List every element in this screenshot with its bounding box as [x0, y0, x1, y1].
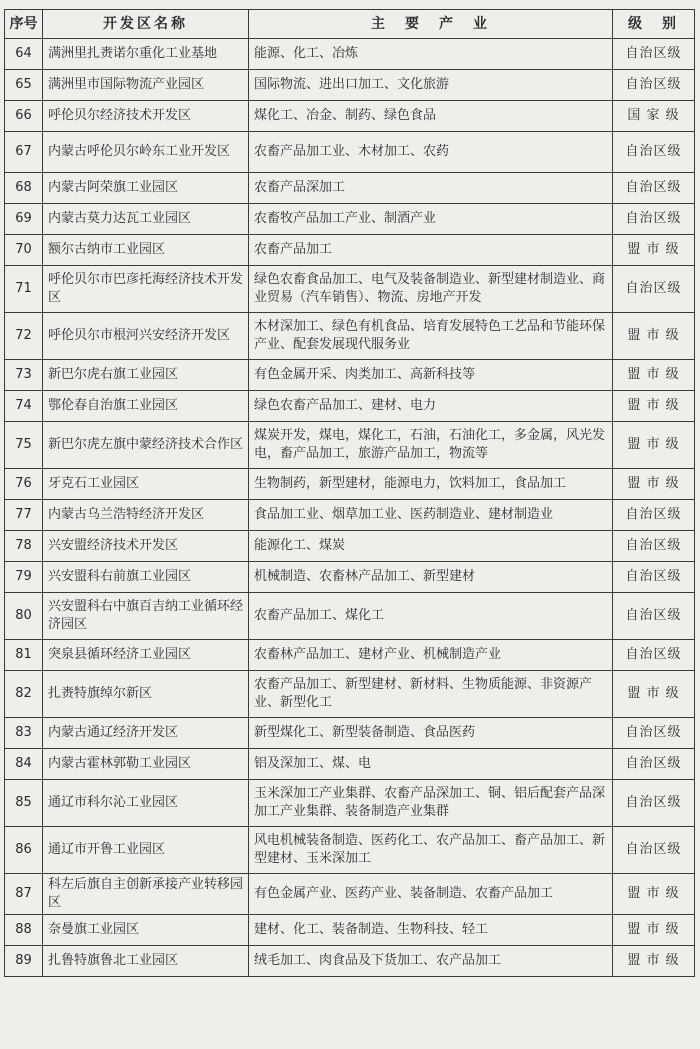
development-zone-table: [4, 9, 695, 977]
zone-level: 自治区级: [613, 531, 695, 562]
zone-level: 国 家 级: [613, 101, 695, 132]
zone-level: 盟 市 级: [613, 469, 695, 500]
table-row: [5, 718, 695, 749]
zone-level: 自治区级: [613, 640, 695, 671]
zone-level: 自治区级: [613, 204, 695, 235]
row-number: 85: [5, 780, 43, 827]
zone-name: 科左后旗自主创新承接产业转移园区: [43, 874, 249, 915]
zone-name: 兴安盟经济技术开发区: [43, 531, 249, 562]
row-number: 66: [5, 101, 43, 132]
row-number: 71: [5, 266, 43, 313]
table-row: [5, 391, 695, 422]
row-number: 67: [5, 132, 43, 173]
zone-name: 额尔古纳市工业园区: [43, 235, 249, 266]
zone-level: 盟 市 级: [613, 874, 695, 915]
zone-name: 牙克石工业园区: [43, 469, 249, 500]
row-number: 82: [5, 671, 43, 718]
table-row: [5, 132, 695, 173]
table-row: [5, 70, 695, 101]
zone-level: 盟 市 级: [613, 391, 695, 422]
zone-name: 内蒙古阿荣旗工业园区: [43, 173, 249, 204]
main-industry: 农畜林产品加工、建材产业、机械制造产业: [249, 640, 613, 671]
main-industry: 绿色农畜食品加工、电气及装备制造业、新型建材制造业、商业贸易（汽车销售）、物流、房地产开发: [249, 266, 613, 313]
table-row: [5, 946, 695, 977]
zone-level: 盟 市 级: [613, 235, 695, 266]
zone-name: 通辽市开鲁工业园区: [43, 827, 249, 874]
row-number: 81: [5, 640, 43, 671]
zone-name: 扎赉特旗绰尔新区: [43, 671, 249, 718]
main-industry: 绒毛加工、肉食品及下货加工、农产品加工: [249, 946, 613, 977]
main-industry: 农畜牧产品加工产业、制酒产业: [249, 204, 613, 235]
table-row: [5, 640, 695, 671]
row-number: 76: [5, 469, 43, 500]
zone-level: 自治区级: [613, 132, 695, 173]
table-row: [5, 360, 695, 391]
header-zone-name: 开发区名称: [43, 10, 249, 39]
table-row: [5, 422, 695, 469]
row-number: 72: [5, 313, 43, 360]
zone-level: 盟 市 级: [613, 946, 695, 977]
zone-name: 满洲里市国际物流产业园区: [43, 70, 249, 101]
zone-name: 兴安盟科右中旗百吉纳工业循环经济园区: [43, 593, 249, 640]
table-header-row: [5, 10, 695, 39]
zone-name: 奈曼旗工业园区: [43, 915, 249, 946]
table-row: [5, 101, 695, 132]
zone-level: 自治区级: [613, 500, 695, 531]
zone-name: 内蒙古呼伦贝尔岭东工业开发区: [43, 132, 249, 173]
zone-level: 自治区级: [613, 562, 695, 593]
zone-level: 自治区级: [613, 749, 695, 780]
zone-name: 扎鲁特旗鲁北工业园区: [43, 946, 249, 977]
zone-level: 盟 市 级: [613, 422, 695, 469]
main-industry: 铝及深加工、煤、电: [249, 749, 613, 780]
zone-name: 通辽市科尔沁工业园区: [43, 780, 249, 827]
row-number: 74: [5, 391, 43, 422]
table-row: [5, 235, 695, 266]
row-number: 64: [5, 39, 43, 70]
table-row: [5, 827, 695, 874]
zone-level: 自治区级: [613, 39, 695, 70]
zone-level: 盟 市 级: [613, 915, 695, 946]
main-industry: 有色金属产业、医药产业、装备制造、农畜产品加工: [249, 874, 613, 915]
main-industry: 机械制造、农畜林产品加工、新型建材: [249, 562, 613, 593]
main-industry: 农畜产品加工、新型建材、新材料、生物质能源、非资源产业、新型化工: [249, 671, 613, 718]
row-number: 73: [5, 360, 43, 391]
table-row: [5, 500, 695, 531]
zone-name: 鄂伦春自治旗工业园区: [43, 391, 249, 422]
main-industry: 国际物流、进出口加工、文化旅游: [249, 70, 613, 101]
table-row: [5, 915, 695, 946]
zone-level: 盟 市 级: [613, 360, 695, 391]
main-industry: 生物制药，新型建材，能源电力，饮料加工，食品加工: [249, 469, 613, 500]
table-row: [5, 39, 695, 70]
zone-level: 自治区级: [613, 593, 695, 640]
main-industry: 木材深加工、绿色有机食品、培育发展特色工艺品和节能环保产业、配套发展现代服务业: [249, 313, 613, 360]
table-row: [5, 562, 695, 593]
zone-name: 新巴尔虎左旗中蒙经济技术合作区: [43, 422, 249, 469]
header-serial-number: 序号: [5, 10, 43, 39]
table-row: [5, 531, 695, 562]
zone-name: 突泉县循环经济工业园区: [43, 640, 249, 671]
main-industry: 有色金属开采、肉类加工、高新科技等: [249, 360, 613, 391]
zone-level: 盟 市 级: [613, 671, 695, 718]
zone-level: 自治区级: [613, 827, 695, 874]
zone-name: 满洲里扎赉诺尔重化工业基地: [43, 39, 249, 70]
row-number: 87: [5, 874, 43, 915]
table-row: [5, 593, 695, 640]
row-number: 77: [5, 500, 43, 531]
zone-name: 呼伦贝尔市根河兴安经济开发区: [43, 313, 249, 360]
zone-name: 呼伦贝尔市巴彦托海经济技术开发区: [43, 266, 249, 313]
row-number: 89: [5, 946, 43, 977]
main-industry: 农畜产品加工: [249, 235, 613, 266]
main-industry: 煤炭开发，煤电，煤化工，石油，石油化工，多金属，风光发电，畜产品加工，旅游产品加工，物流等: [249, 422, 613, 469]
header-main-industry: 主 要 产 业: [249, 10, 613, 39]
main-industry: 建材、化工、装备制造、生物科技、轻工: [249, 915, 613, 946]
main-industry: 农畜产品加工业、木材加工、农药: [249, 132, 613, 173]
row-number: 83: [5, 718, 43, 749]
main-industry: 能源、化工、冶炼: [249, 39, 613, 70]
zone-name: 内蒙古乌兰浩特经济开发区: [43, 500, 249, 531]
main-industry: 食品加工业、烟草加工业、医药制造业、建材制造业: [249, 500, 613, 531]
table-row: [5, 780, 695, 827]
table-row: [5, 173, 695, 204]
row-number: 88: [5, 915, 43, 946]
main-industry: 新型煤化工、新型装备制造、食品医药: [249, 718, 613, 749]
table-row: [5, 204, 695, 235]
zone-level: 自治区级: [613, 173, 695, 204]
row-number: 79: [5, 562, 43, 593]
row-number: 78: [5, 531, 43, 562]
row-number: 68: [5, 173, 43, 204]
main-industry: 风电机械装备制造、医药化工、农产品加工、畜产品加工、新型建材、玉米深加工: [249, 827, 613, 874]
zone-level: 自治区级: [613, 780, 695, 827]
table-row: [5, 874, 695, 915]
row-number: 75: [5, 422, 43, 469]
zone-level: 自治区级: [613, 718, 695, 749]
main-industry: 玉米深加工产业集群、农畜产品深加工、铜、铝后配套产品深加工产业集群、装备制造产业集群: [249, 780, 613, 827]
row-number: 80: [5, 593, 43, 640]
table-row: [5, 313, 695, 360]
row-number: 70: [5, 235, 43, 266]
zone-level: 盟 市 级: [613, 313, 695, 360]
zone-name: 呼伦贝尔经济技术开发区: [43, 101, 249, 132]
zone-name: 内蒙古通辽经济开发区: [43, 718, 249, 749]
row-number: 86: [5, 827, 43, 874]
header-level: 级 别: [613, 10, 695, 39]
zone-level: 自治区级: [613, 70, 695, 101]
row-number: 69: [5, 204, 43, 235]
zone-name: 兴安盟科右前旗工业园区: [43, 562, 249, 593]
table-row: [5, 469, 695, 500]
main-industry: 绿色农畜产品加工、建材、电力: [249, 391, 613, 422]
table-row: [5, 266, 695, 313]
main-industry: 农畜产品深加工: [249, 173, 613, 204]
main-industry: 煤化工、冶金、制药、绿色食品: [249, 101, 613, 132]
zone-name: 新巴尔虎右旗工业园区: [43, 360, 249, 391]
row-number: 65: [5, 70, 43, 101]
table-row: [5, 671, 695, 718]
main-industry: 农畜产品加工、煤化工: [249, 593, 613, 640]
row-number: 84: [5, 749, 43, 780]
zone-level: 自治区级: [613, 266, 695, 313]
zone-name: 内蒙古莫力达瓦工业园区: [43, 204, 249, 235]
table-row: [5, 749, 695, 780]
main-industry: 能源化工、煤炭: [249, 531, 613, 562]
zone-name: 内蒙古霍林郭勒工业园区: [43, 749, 249, 780]
